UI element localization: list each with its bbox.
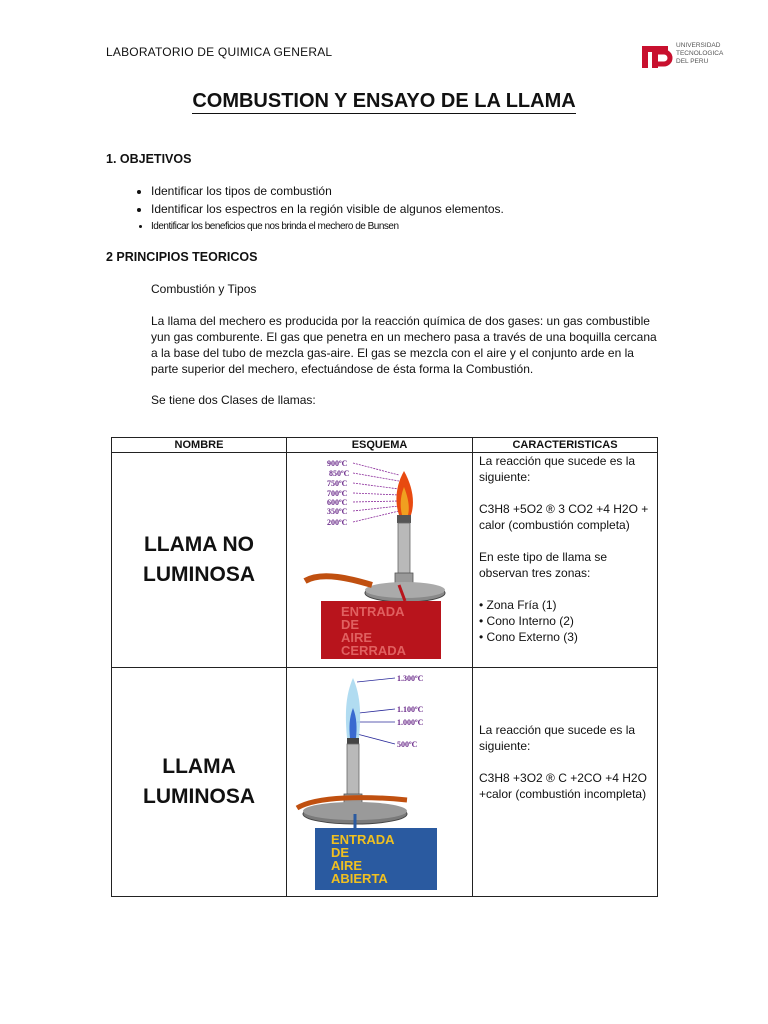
list-item: • Identificar los beneficios que nos brinda el mechero de Bunsen bbox=[151, 218, 504, 236]
characteristics-cell bbox=[473, 453, 658, 668]
objectives-list bbox=[106, 183, 504, 236]
char-text: La reacción que sucede es la siguiente: bbox=[479, 723, 636, 753]
char-text: C3H8 +5O2 ® 3 CO2 +4 H2O + calor (combustión completa) bbox=[479, 502, 649, 532]
temp-label: 900ºC bbox=[327, 459, 348, 468]
temp-label: 850ºC bbox=[329, 469, 350, 478]
lab-title: LABORATORIO DE QUIMICA GENERAL bbox=[106, 45, 333, 59]
flame-name: LLAMA NO LUMINOSA bbox=[112, 453, 287, 668]
bunsen-burner-open-illustration bbox=[287, 668, 472, 893]
temp-label: 350ºC bbox=[327, 507, 348, 516]
sign-text: DE bbox=[341, 617, 360, 632]
logo-line-2: TECNOLOGICA bbox=[676, 50, 724, 57]
char-text: La reacción que sucede es la siguiente: bbox=[479, 454, 636, 484]
flame-name: LLAMA LUMINOSA bbox=[112, 668, 287, 897]
char-text: • Cono Externo (3) bbox=[479, 630, 578, 644]
sign-text: CERRADA bbox=[341, 643, 406, 658]
temp-label: 600ºC bbox=[327, 498, 348, 507]
classes-text: Se tiene dos Clases de llamas: bbox=[151, 393, 316, 407]
characteristics-cell bbox=[473, 668, 658, 897]
table-row bbox=[112, 453, 658, 668]
temp-label: 1.300ºC bbox=[397, 674, 424, 683]
temp-label: 750ºC bbox=[327, 479, 348, 488]
list-item: • Identificar los espectros en la región visible de algunos elementos. bbox=[151, 201, 504, 219]
section-principios-heading: 2 PRINCIPIOS TEORICOS bbox=[106, 250, 258, 264]
non-luminous-flame-diagram bbox=[287, 453, 473, 668]
temp-label: 1.000ºC bbox=[397, 718, 424, 727]
temp-label: 1.100ºC bbox=[397, 705, 424, 714]
sign-text: ENTRADA bbox=[331, 832, 395, 847]
university-logo bbox=[640, 40, 740, 74]
char-text: • Zona Fría (1) bbox=[479, 598, 557, 612]
temp-label: 500ºC bbox=[397, 740, 418, 749]
column-header: CARACTERISTICAS bbox=[473, 438, 658, 453]
sign-text: AIRE bbox=[331, 858, 363, 873]
sign-text: ENTRADA bbox=[341, 604, 405, 619]
sign-text: AIRE bbox=[341, 630, 373, 645]
luminous-flame-diagram bbox=[287, 668, 473, 897]
theory-paragraph: La llama del mechero es producida por la reacción química de dos gases: un gas combustible yun gas comburente. El gas que penetra en un mechero pasa a través de una boquilla cercana a la base del tubo de mezcla gas-aire. El gas se mezcla con el aire y el conjunto arde en la parte superior del mechero, efectuándose de ésta forma la Combustión. bbox=[151, 314, 657, 376]
char-text: • Cono Interno (2) bbox=[479, 614, 574, 628]
bunsen-burner-closed-illustration bbox=[287, 453, 472, 664]
temp-label: 700ºC bbox=[327, 489, 348, 498]
column-header: ESQUEMA bbox=[287, 438, 473, 453]
logo-line-3: DEL PERU bbox=[676, 58, 709, 65]
flame-types-table bbox=[111, 437, 658, 897]
logo-line-1: UNIVERSIDAD bbox=[676, 42, 721, 49]
sign-text: ABIERTA bbox=[331, 871, 388, 886]
temp-label: 200ºC bbox=[327, 518, 348, 527]
subtitle-combustion: Combustión y Tipos bbox=[151, 282, 257, 296]
table-row bbox=[112, 668, 658, 897]
sign-text: DE bbox=[331, 845, 350, 860]
list-item: • Identificar los tipos de combustión bbox=[151, 183, 504, 201]
column-header: NOMBRE bbox=[112, 438, 287, 453]
page-title: COMBUSTION Y ENSAYO DE LA LLAMA bbox=[192, 90, 576, 112]
char-text: En este tipo de llama se observan tres zonas: bbox=[479, 550, 608, 580]
utp-logo-icon bbox=[640, 40, 674, 72]
section-objetivos-heading: 1. OBJETIVOS bbox=[106, 152, 192, 166]
char-text: C3H8 +3O2 ® C +2CO +4 H2O +calor (combustión incompleta) bbox=[479, 771, 647, 801]
